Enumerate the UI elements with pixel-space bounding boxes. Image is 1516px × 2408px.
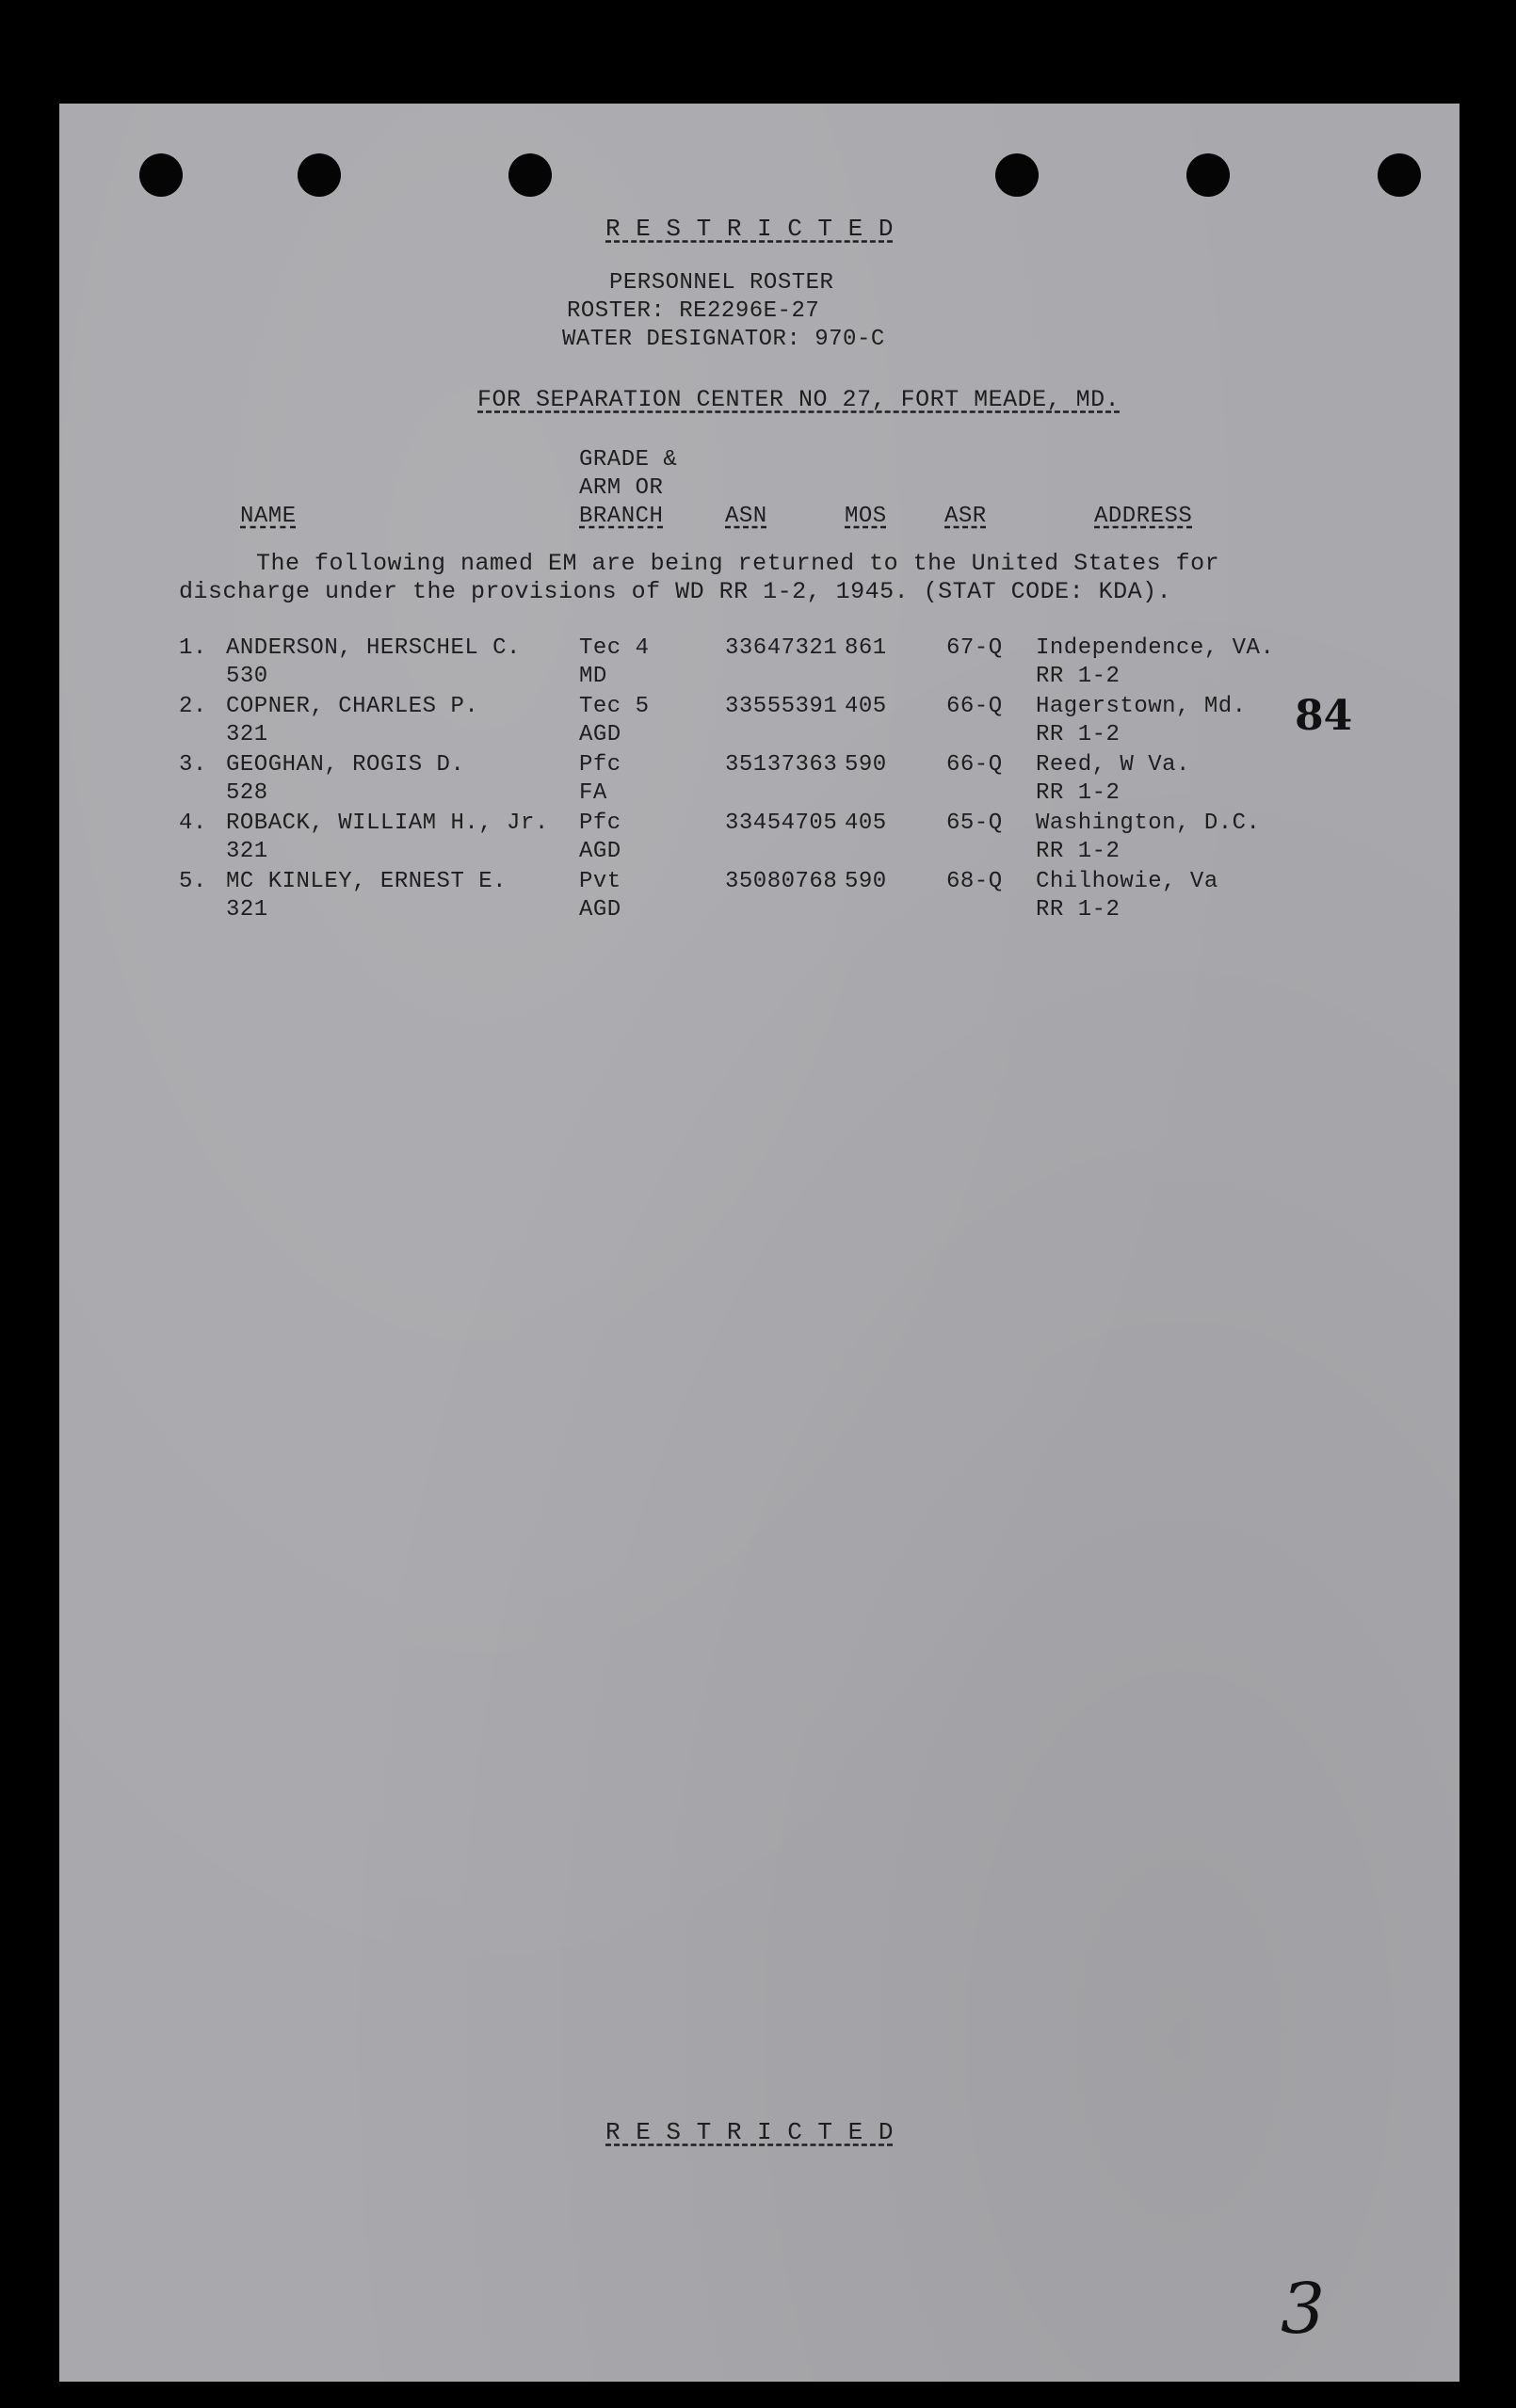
punch-hole: [995, 153, 1039, 197]
handwritten-folio-number: 84: [1295, 692, 1353, 740]
asr: 66-Q: [946, 694, 1003, 719]
mos: 405: [845, 811, 887, 836]
branch: AGD: [579, 897, 621, 923]
column-header-asr: ASR: [944, 504, 987, 529]
document-page: [59, 104, 1460, 2382]
asn: 33454705: [725, 811, 838, 836]
grade: Pvt: [579, 869, 621, 894]
unit-code: 321: [226, 722, 268, 747]
asr: 67-Q: [946, 635, 1003, 661]
column-header-mos: MOS: [845, 504, 887, 529]
unit-code: 528: [226, 780, 268, 806]
mos: 590: [845, 752, 887, 778]
punch-hole: [1378, 153, 1421, 197]
asr: 66-Q: [946, 752, 1003, 778]
intro-text: discharge under the provisions of WD RR 1-2, 1945. (STAT CODE: KDA).: [179, 578, 1172, 605]
destination-line: FOR SEPARATION CENTER NO 27, FORT MEADE, MD.: [477, 386, 1121, 413]
column-header-grade: ARM OR: [579, 475, 664, 501]
asn: 35137363: [725, 752, 838, 778]
unit-code: 321: [226, 897, 268, 923]
branch: AGD: [579, 722, 621, 747]
document-title: PERSONNEL ROSTER: [609, 270, 834, 296]
asn: 33555391: [725, 694, 838, 719]
mos: 405: [845, 694, 887, 719]
address: Reed, W Va.: [1036, 752, 1190, 778]
punch-hole: [139, 153, 183, 197]
unit-code: 321: [226, 839, 268, 864]
asn: 35080768: [725, 869, 838, 894]
soldier-name: GEOGHAN, ROGIS D.: [226, 752, 465, 778]
intro-text: The following named EM are being returned to the United States for: [256, 550, 1220, 577]
unit-code: 530: [226, 664, 268, 689]
column-header-address: ADDRESS: [1094, 504, 1193, 529]
mos: 590: [845, 869, 887, 894]
address: Hagerstown, Md.: [1036, 694, 1247, 719]
column-header-grade: GRADE &: [579, 447, 678, 473]
address: Chilhowie, Va: [1036, 869, 1218, 894]
row-number: 4.: [179, 811, 207, 836]
column-header-asn: ASN: [725, 504, 767, 529]
grade: Pfc: [579, 752, 621, 778]
soldier-name: COPNER, CHARLES P.: [226, 694, 479, 719]
soldier-name: MC KINLEY, ERNEST E.: [226, 869, 508, 894]
classification-footer: R E S T R I C T E D: [605, 2118, 894, 2146]
branch: FA: [579, 780, 607, 806]
asr: 68-Q: [946, 869, 1003, 894]
readjustment-regulation: RR 1-2: [1036, 839, 1121, 864]
row-number: 1.: [179, 635, 207, 661]
asn: 33647321: [725, 635, 838, 661]
row-number: 2.: [179, 694, 207, 719]
classification-header: R E S T R I C T E D: [605, 215, 894, 243]
asr: 65-Q: [946, 811, 1003, 836]
mos: 861: [845, 635, 887, 661]
row-number: 3.: [179, 752, 207, 778]
branch: MD: [579, 664, 607, 689]
grade: Tec 5: [579, 694, 650, 719]
address: Washington, D.C.: [1036, 811, 1261, 836]
column-header-branch: BRANCH: [579, 504, 664, 529]
soldier-name: ROBACK, WILLIAM H., Jr.: [226, 811, 549, 836]
readjustment-regulation: RR 1-2: [1036, 780, 1121, 806]
punch-hole: [1186, 153, 1230, 197]
readjustment-regulation: RR 1-2: [1036, 664, 1121, 689]
punch-hole: [508, 153, 552, 197]
address: Independence, VA.: [1036, 635, 1275, 661]
column-header-name: NAME: [240, 504, 297, 529]
branch: AGD: [579, 839, 621, 864]
grade: Tec 4: [579, 635, 650, 661]
water-designator: WATER DESIGNATOR: 970-C: [562, 327, 885, 352]
row-number: 5.: [179, 869, 207, 894]
roster-number: ROSTER: RE2296E-27: [567, 298, 820, 324]
handwritten-page-number: 3: [1281, 2269, 1326, 2350]
punch-hole: [298, 153, 341, 197]
readjustment-regulation: RR 1-2: [1036, 722, 1121, 747]
readjustment-regulation: RR 1-2: [1036, 897, 1121, 923]
grade: Pfc: [579, 811, 621, 836]
soldier-name: ANDERSON, HERSCHEL C.: [226, 635, 521, 661]
